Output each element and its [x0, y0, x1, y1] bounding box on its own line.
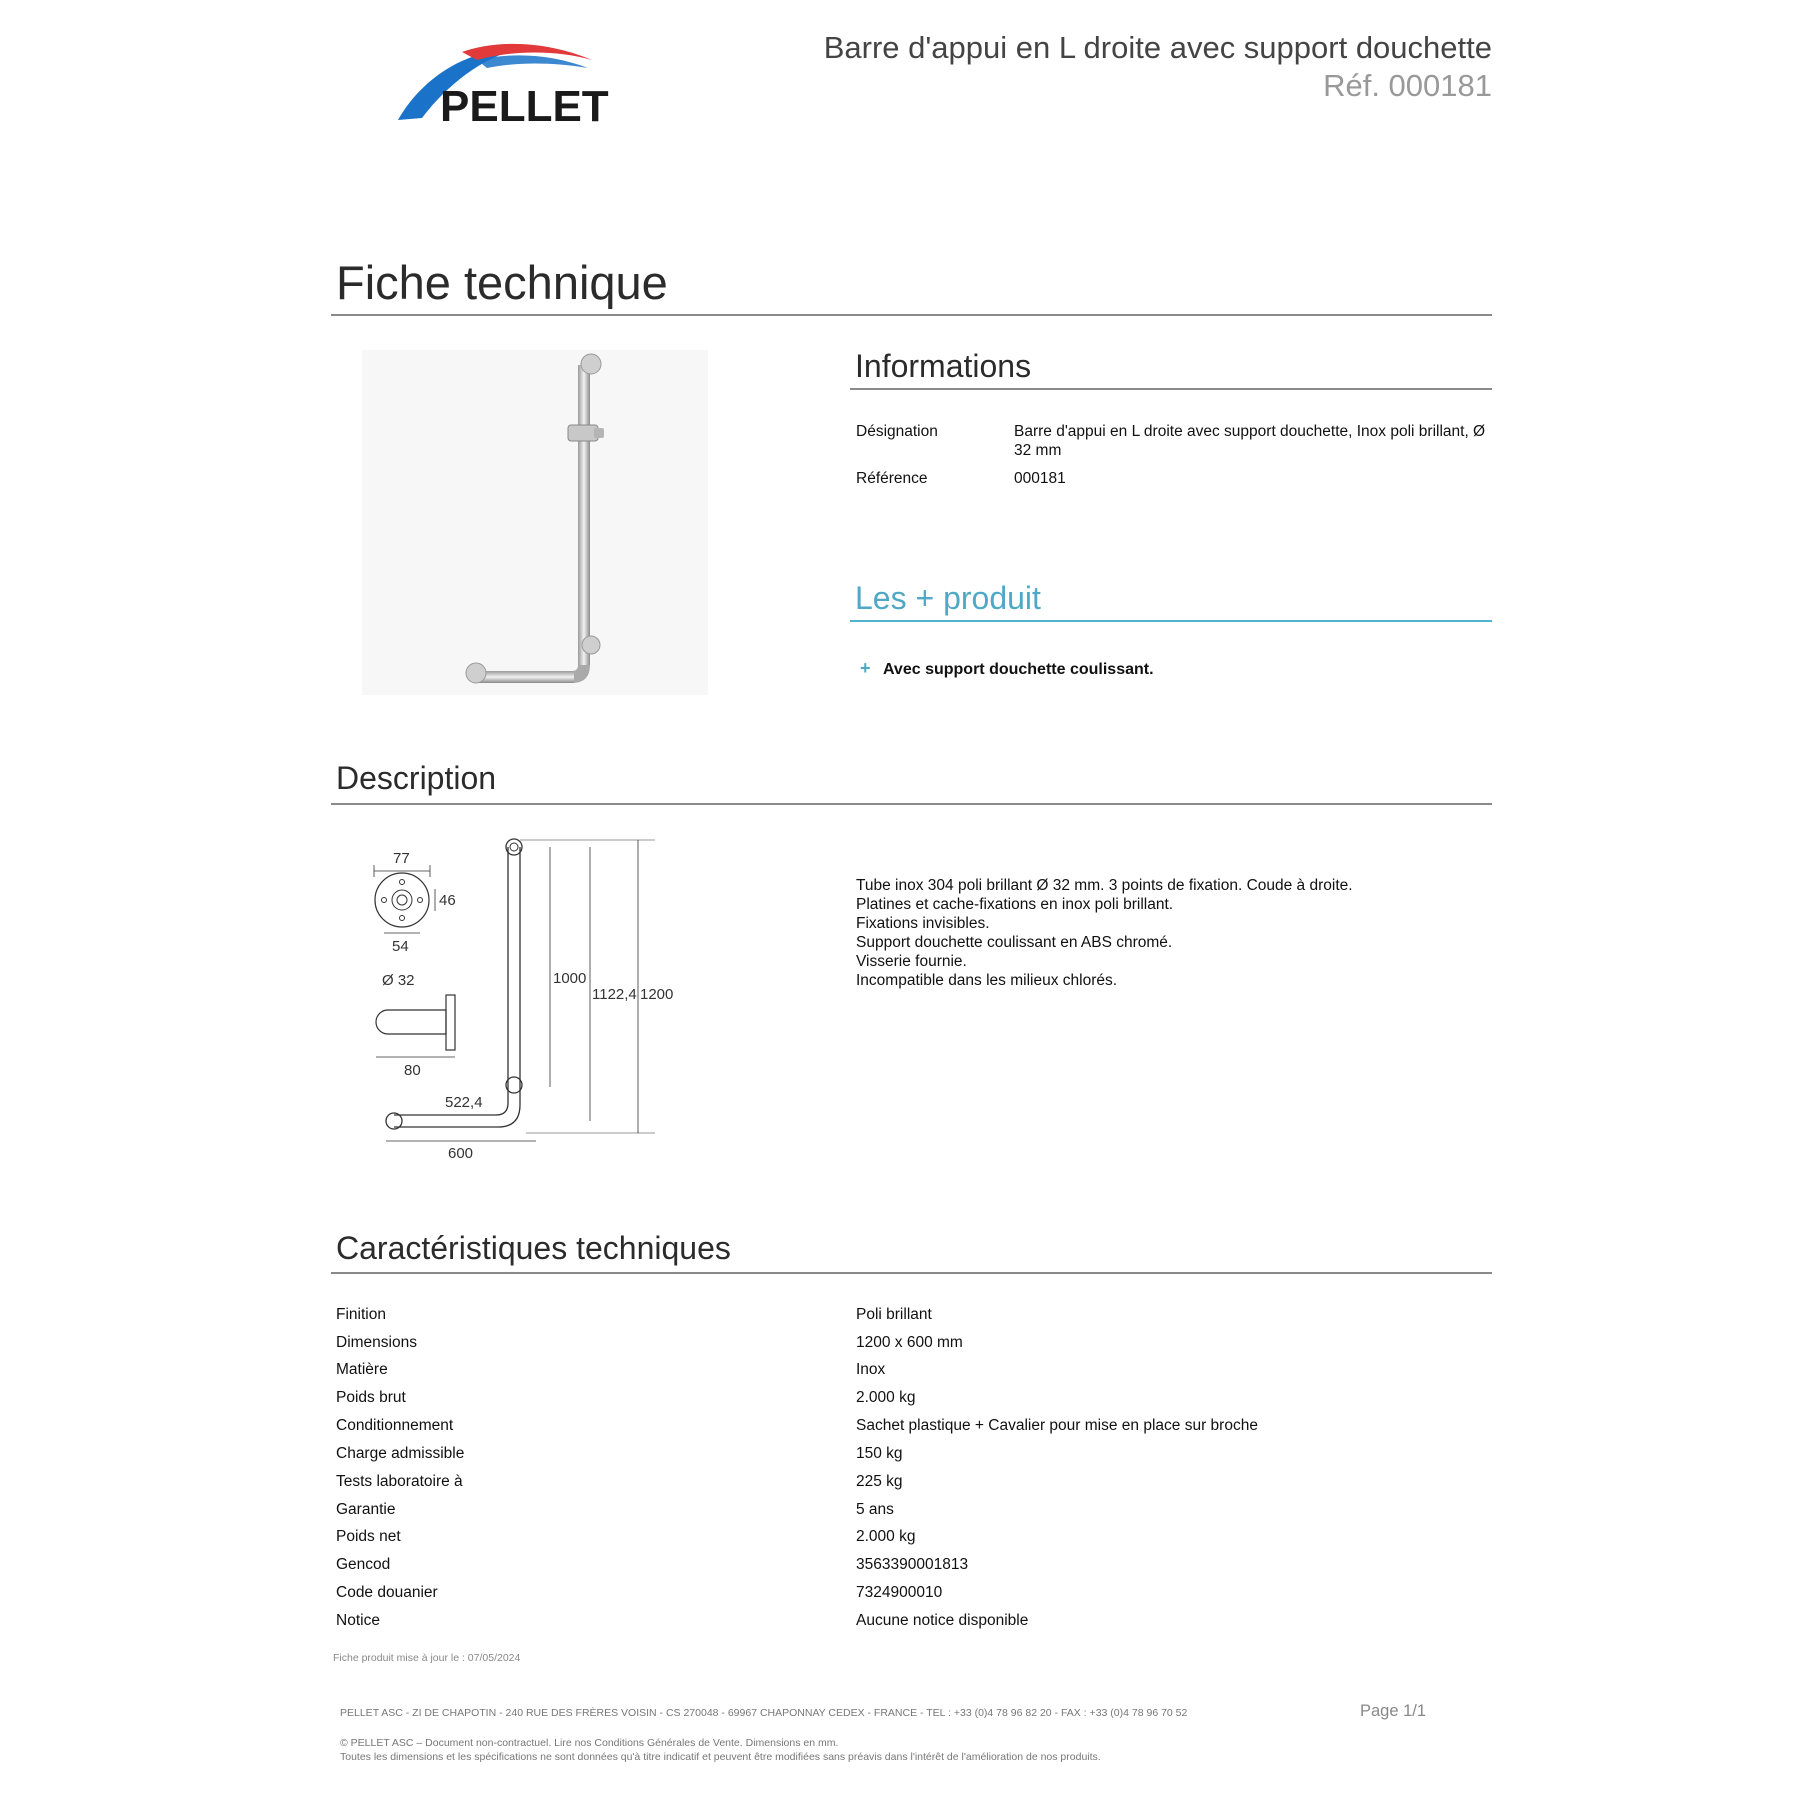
spec-label: Notice	[336, 1612, 380, 1629]
dim-80: 80	[404, 1062, 421, 1079]
benefit-text: Avec support douchette coulissant.	[882, 661, 1154, 678]
description-line: Visserie fournie.	[856, 953, 967, 970]
dim-diameter-32: Ø 32	[382, 972, 415, 989]
spec-value: Inox	[856, 1361, 886, 1378]
product-photo	[362, 350, 708, 695]
footer-disclaimer: Toutes les dimensions et les spécifications ne sont données qu'à titre indicatif et peuvent être modifiées sans préavis dans l'intérêt de l'amélioration de nos produits.	[340, 1751, 1101, 1763]
divider	[331, 803, 1492, 805]
spec-label: Finition	[336, 1306, 386, 1323]
spec-row	[336, 1306, 1486, 1334]
dim-46: 46	[439, 892, 456, 909]
pellet-logo	[392, 38, 640, 128]
spec-label: Charge admissible	[336, 1445, 465, 1462]
spec-value: 5 ans	[856, 1501, 894, 1518]
description-line: Platines et cache-fixations en inox poli brillant.	[856, 896, 1174, 913]
spec-label: Dimensions	[336, 1334, 417, 1351]
reference-label: Référence	[856, 470, 928, 487]
spec-value: 1200 x 600 mm	[856, 1334, 963, 1351]
spec-row	[336, 1584, 1486, 1612]
technical-drawing	[350, 835, 680, 1170]
divider	[850, 388, 1492, 390]
spec-row	[336, 1334, 1486, 1362]
spec-value: 3563390001813	[856, 1556, 969, 1573]
dim-522: 522,4	[445, 1094, 483, 1111]
logo-swoosh-icon	[392, 38, 640, 128]
spec-value: 150 kg	[856, 1445, 903, 1462]
spec-value: Sachet plastique + Cavalier pour mise en place sur broche	[856, 1417, 1258, 1434]
spec-label: Poids brut	[336, 1389, 406, 1406]
dim-600: 600	[448, 1145, 474, 1162]
specs-heading: Caractéristiques techniques	[336, 1230, 731, 1266]
informations-heading: Informations	[855, 348, 1032, 384]
spec-label: Gencod	[336, 1556, 391, 1573]
dim-1200: 1200	[640, 986, 674, 1003]
page-number: Page 1/1	[1360, 1702, 1427, 1720]
divider-blue	[850, 620, 1492, 622]
dim-77: 77	[393, 850, 410, 867]
page-title: Fiche technique	[336, 256, 668, 309]
spec-row	[336, 1361, 1486, 1389]
logo-text: PELLET	[440, 82, 609, 128]
description-text	[856, 876, 1353, 990]
spec-value: 2.000 kg	[856, 1528, 916, 1545]
spec-value: 225 kg	[856, 1473, 903, 1490]
spec-row	[336, 1612, 1486, 1640]
benefit-item	[860, 658, 1154, 679]
description-heading: Description	[336, 760, 497, 796]
dim-54: 54	[392, 938, 409, 955]
spec-label: Matière	[336, 1361, 388, 1378]
description-line: Fixations invisibles.	[856, 915, 990, 932]
footer-legal	[340, 1736, 1101, 1764]
spec-value: Poli brillant	[856, 1306, 932, 1323]
spec-value: 2.000 kg	[856, 1389, 916, 1406]
spec-row	[336, 1473, 1486, 1501]
footer-address: PELLET ASC - ZI DE CHAPOTIN - 240 RUE DES FRÈRES VOISIN - CS 270048 - 69967 CHAPONNAY CEDEX - FRANCE - TEL : +33 (0)4 78 96 82 20 - FAX : +33 (0)4 78 96 70 52	[340, 1707, 1188, 1719]
spec-label: Code douanier	[336, 1584, 438, 1601]
divider	[331, 1272, 1492, 1274]
header-ref: Réf. 000181	[1323, 68, 1492, 103]
spec-label: Conditionnement	[336, 1417, 454, 1434]
spec-row	[336, 1528, 1486, 1556]
divider	[331, 314, 1492, 316]
spec-label: Poids net	[336, 1528, 401, 1545]
plus-produit-heading: Les + produit	[855, 580, 1041, 616]
plus-icon: +	[860, 658, 871, 678]
spec-row	[336, 1556, 1486, 1584]
header-title: Barre d'appui en L droite avec support douchette	[823, 30, 1492, 65]
spec-value: Aucune notice disponible	[856, 1612, 1029, 1629]
description-line: Support douchette coulissant en ABS chromé.	[856, 934, 1173, 951]
dim-1000: 1000	[553, 970, 587, 987]
reference-value: 000181	[1014, 470, 1066, 487]
spec-label: Garantie	[336, 1501, 396, 1518]
spec-row	[336, 1501, 1486, 1529]
spec-value: 7324900010	[856, 1584, 943, 1601]
spec-row	[336, 1417, 1486, 1445]
designation-value: Barre d'appui en L droite avec support douchette, Inox poli brillant, Ø 32 mm	[1014, 423, 1486, 459]
description-line: Tube inox 304 poli brillant Ø 32 mm. 3 points de fixation. Coude à droite.	[856, 877, 1353, 894]
spec-label: Tests laboratoire à	[336, 1473, 463, 1490]
footer-copyright: © PELLET ASC – Document non-contractuel. Lire nos Conditions Générales de Vente. Dimensions en mm.	[340, 1737, 839, 1749]
description-line: Incompatible dans les milieux chlorés.	[856, 972, 1118, 989]
spec-row	[336, 1389, 1486, 1417]
designation-label: Désignation	[856, 423, 938, 440]
footer-updated: Fiche produit mise à jour le : 07/05/2024	[333, 1652, 521, 1664]
dim-1122: 1122,4	[592, 986, 637, 1003]
spec-row	[336, 1445, 1486, 1473]
